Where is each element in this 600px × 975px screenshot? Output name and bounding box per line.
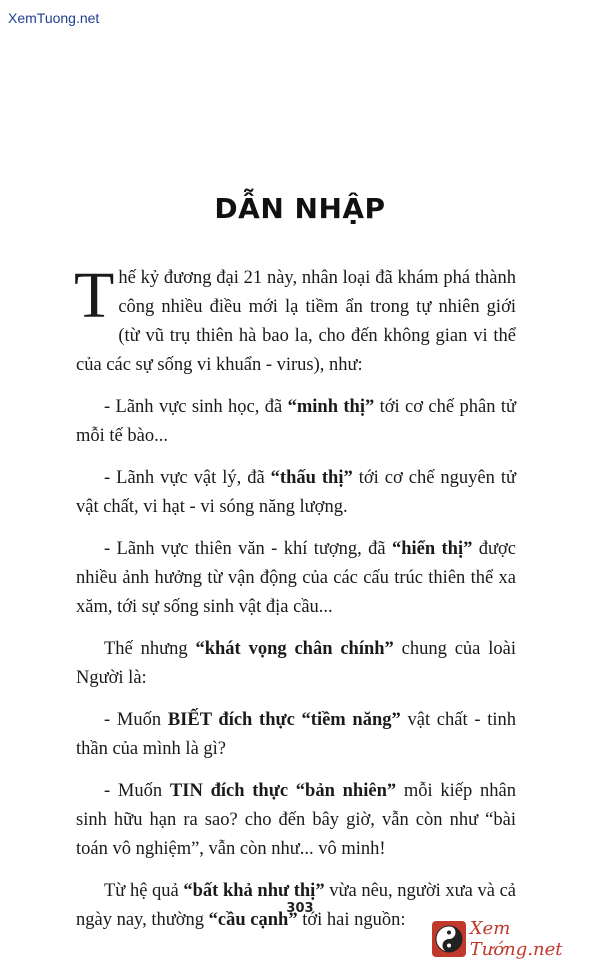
text-run: vật chất - tinh thần của mình là gì? — [76, 710, 516, 759]
text-run: chung của loài Người là: — [76, 639, 516, 688]
bold-term: “cầu cạnh” — [208, 910, 298, 930]
bold-term: “khát vọng chân chính” — [195, 639, 394, 659]
paragraph-7 — [76, 777, 516, 864]
text-run: được nhiều ảnh hưởng từ vận động của các cấu trúc thiên thể xa xăm, tới sự sống sinh vật địa cầu... — [76, 539, 516, 617]
bold-term: “bất khả như thị” — [183, 881, 325, 901]
watermark-top[interactable]: XemTuong.net — [8, 10, 100, 26]
body-text — [74, 259, 516, 948]
text-run: - Lãnh vực sinh học, đã — [104, 397, 288, 417]
paragraph-6 — [76, 706, 516, 764]
text-run: Thế nhưng — [104, 639, 196, 659]
page-title: DẪN NHẬP — [214, 192, 386, 225]
page-number: 303 — [286, 901, 314, 916]
text-run: tới cơ chế phân tử mỗi tế bào... — [76, 397, 516, 446]
paragraph-3 — [76, 464, 516, 522]
text-run: mỗi kiếp nhân sinh hữu hạn ra sao? cho đến bây giờ, vẫn còn như “bài toán vô nghiệm”, vẫn còn như... vô minh! — [76, 781, 516, 859]
bold-term: BIẾT đích thực “tiềm năng” — [167, 710, 401, 730]
bold-term: TIN đích thực “bản nhiên” — [169, 781, 397, 801]
bold-term: “hiển thị” — [391, 539, 473, 559]
text-run: Từ hệ quả — [104, 881, 184, 901]
text-run: - Muốn — [104, 710, 168, 730]
text-run: - Lãnh vực vật lý, đã — [104, 468, 271, 488]
bold-term: “minh thị” — [287, 397, 375, 417]
watermark-logo[interactable] — [432, 918, 600, 960]
text-run: tới cơ chế nguyên tử vật chất, vi hạt - vi sóng năng lượng. — [76, 468, 516, 517]
logo-text: Xem Tướng.net — [469, 918, 563, 960]
paragraph-5 — [76, 635, 516, 693]
paragraph-1 — [74, 259, 516, 380]
paragraph-4 — [76, 535, 516, 622]
text-run: vừa nêu, người xưa và cả ngày nay, thường — [76, 881, 516, 930]
bold-term: “thấu thị” — [270, 468, 353, 488]
text-run: - Muốn — [104, 781, 170, 801]
dropcap: T — [74, 259, 115, 332]
paragraph-1-text: hế kỷ đương đại 21 này, nhân loại đã khám phá thành công nhiều điều mới lạ tiềm ẩn trong tự nhiên giới (từ vũ trụ thiên hà bao la, cho đến không gian vi thể của các sự sống vi khuẩn - virus), như: — [76, 268, 516, 375]
paragraph-2 — [76, 393, 516, 451]
yin-yang-icon — [432, 921, 466, 957]
text-run: tới hai nguồn: — [297, 910, 406, 930]
text-run: - Lãnh vực thiên văn - khí tượng, đã — [104, 539, 392, 559]
